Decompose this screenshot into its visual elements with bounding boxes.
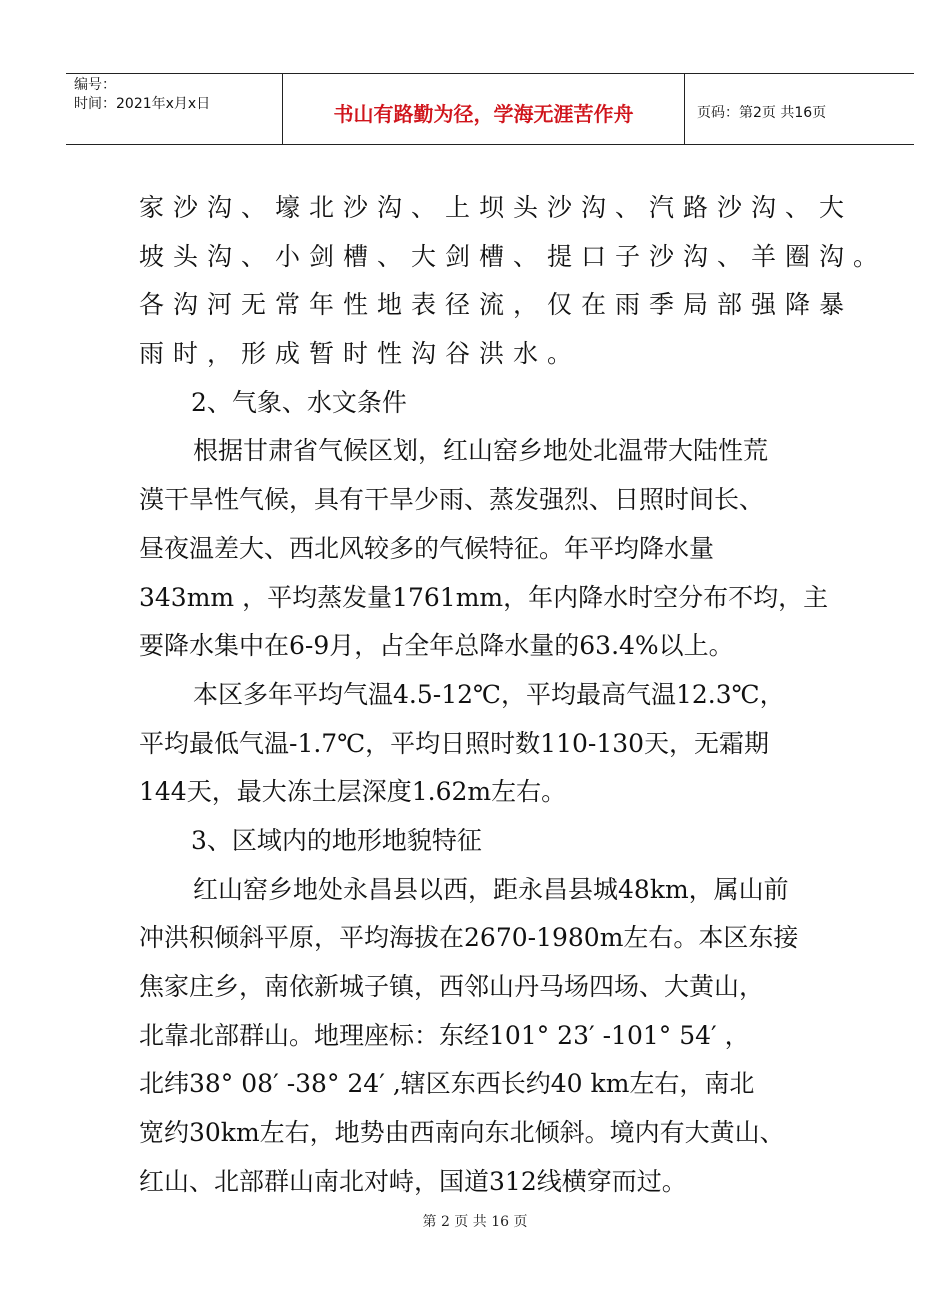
text-line: 家沙沟、壕北沙沟、上坝头沙沟、汽路沙沟、大 <box>139 193 854 222</box>
body-text <box>139 184 888 1206</box>
document-number-label: 编号： <box>74 77 116 93</box>
text-line: 各沟河无常年性地表径流，仅在雨季局部强降暴 <box>139 290 854 320</box>
text-line: 要降水集中在6-9月，占全年总降水量的63.4%以上。 <box>139 631 734 661</box>
text-line: 坡头沟、小剑槽、大剑槽、提口子沙沟、羊圈沟。 <box>139 241 888 271</box>
text-line: 北纬38° 08′ -38° 24′ ,辖区东西长约40 km左右，南北 <box>139 1069 755 1099</box>
page-footer: 第 2 页 共 16 页 <box>422 1214 528 1230</box>
text-line: 昼夜温差大、西北风较多的气候特征。年平均降水量 <box>139 533 715 563</box>
text-line: 根据甘肃省气候区划，红山窑乡地处北温带大陆性荒 <box>193 436 769 466</box>
text-line: 宽约30km左右，地势由西南向东北倾斜。境内有大黄山、 <box>139 1118 785 1148</box>
section-heading: 2、气象、水文条件 <box>191 387 407 417</box>
text-line: 平均最低气温-1.7℃，平均日照时数110-130天，无霜期 <box>139 728 770 758</box>
text-line: 144天，最大冻土层深度1.62m左右。 <box>139 777 567 807</box>
header-page-code: 页码：第2页 共16页 <box>697 105 827 121</box>
text-line: 雨时，形成暂时性沟谷洪水。 <box>139 339 582 369</box>
text-line: 漠干旱性气候，具有干旱少雨、蒸发强烈、日照时间长、 <box>139 485 765 515</box>
text-line: 343mm ，平均蒸发量1761mm，年内降水时空分布不均，主 <box>139 582 829 612</box>
header-motto: 书山有路勤为径，学海无涯苦作舟 <box>282 74 685 144</box>
text-line: 红山、北部群山南北对峙，国道312线横穿而过。 <box>139 1166 687 1196</box>
text-line: 本区多年平均气温4.5-12℃，平均最高气温12.3℃， <box>193 679 785 709</box>
text-line: 北靠北部群山。地理座标：东经101° 23′ -101° 54′ ， <box>139 1020 750 1050</box>
text-line: 冲洪积倾斜平原，平均海拔在2670-1980m左右。本区东接 <box>139 923 799 953</box>
section-heading: 3、区域内的地形地貌特征 <box>191 825 482 855</box>
header-meta <box>66 74 282 144</box>
document-time-label: 时间：2021年x月x日 <box>74 96 211 112</box>
text-line: 焦家庄乡，南依新城子镇，西邻山丹马场四场、大黄山， <box>139 972 765 1001</box>
text-line: 红山窑乡地处永昌县以西，距永昌县城48km，属山前 <box>193 874 789 904</box>
document-header <box>66 73 914 145</box>
